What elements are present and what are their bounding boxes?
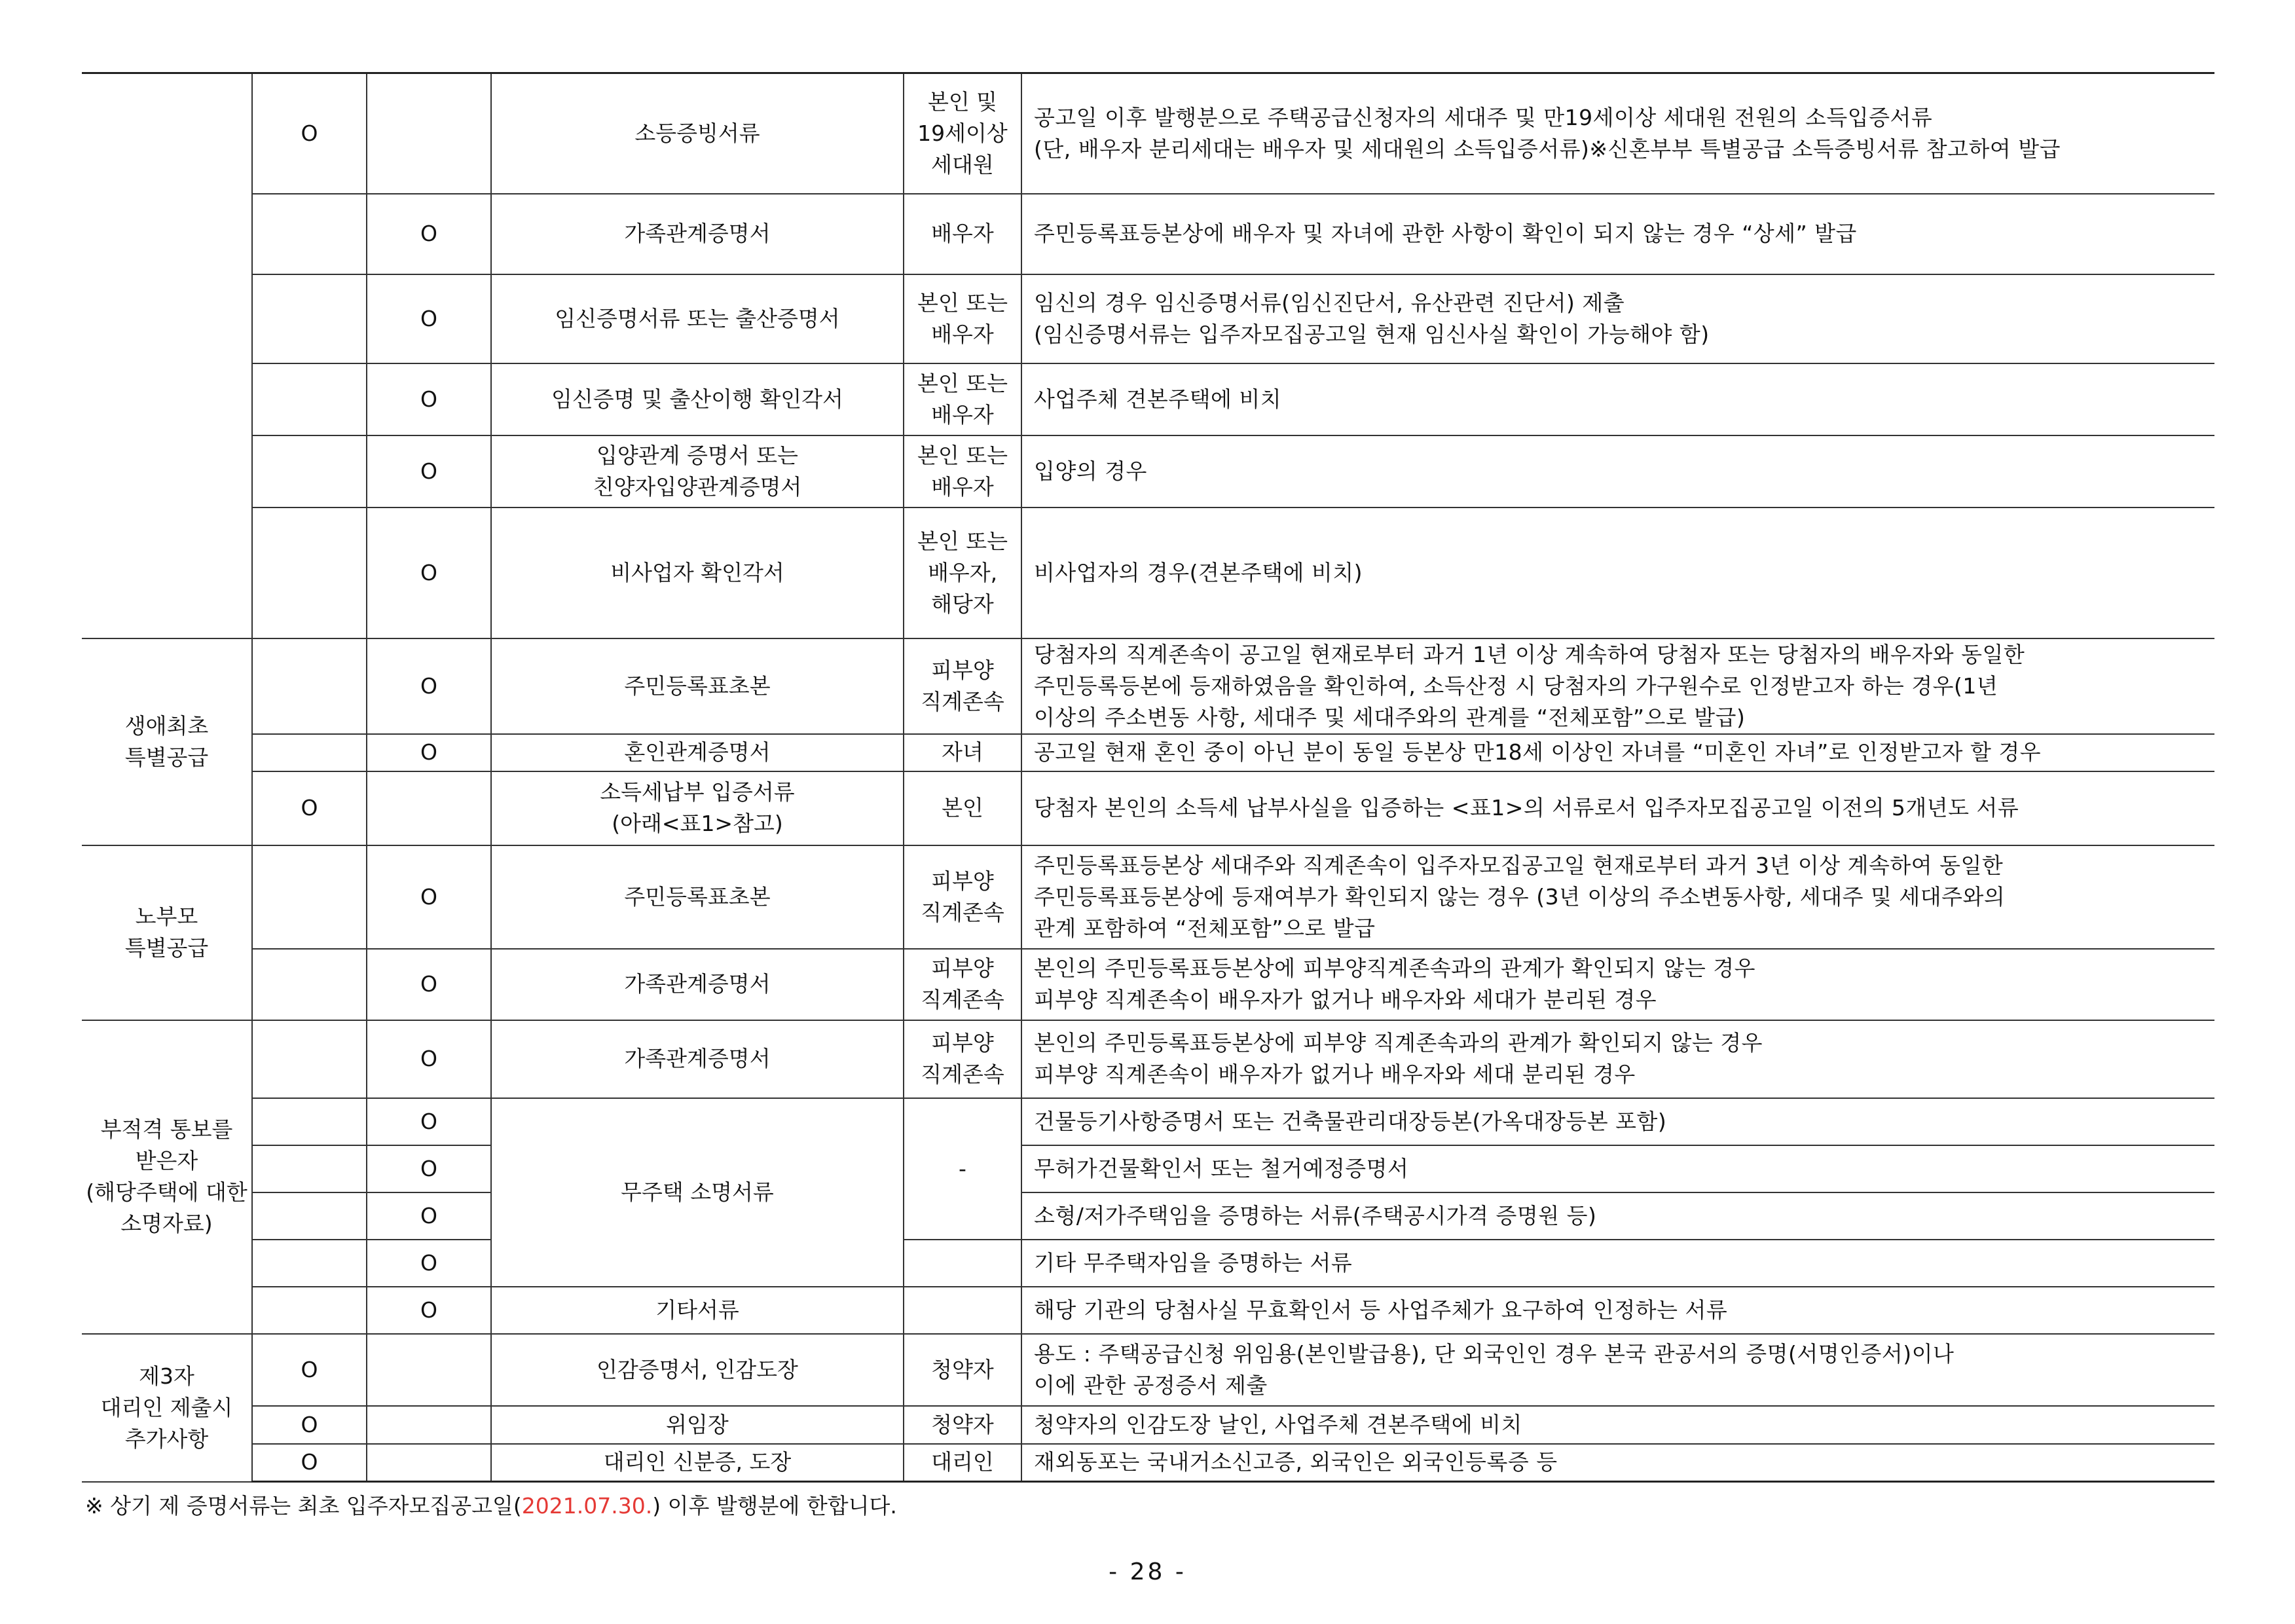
mark-conditional: O <box>367 1020 491 1098</box>
document-description: 본인의 주민등록표등본상에 피부양직계존속과의 관계가 확인되지 않는 경우 피부양 직계존속이 배우자가 없거나 배우자와 세대가 분리된 경우 <box>1021 949 2214 1020</box>
table-row <box>82 1444 2214 1482</box>
mark-conditional: O <box>367 1287 491 1334</box>
page-number: - 28 - <box>1109 1559 1186 1585</box>
category-elderly-parents: 노부모 특별공급 <box>82 845 252 1020</box>
document-name: 기타서류 <box>491 1287 904 1334</box>
mark-required: O <box>252 771 367 845</box>
mark-conditional: O <box>367 507 491 638</box>
mark-required: O <box>252 1334 367 1406</box>
document-name: 비사업자 확인각서 <box>491 507 904 638</box>
target-person: 본인 <box>904 771 1021 845</box>
table-row <box>82 274 2214 363</box>
target-person: 피부양 직계존속 <box>904 845 1021 949</box>
target-person: 자녀 <box>904 734 1021 771</box>
category-first-home: 생애최초 특별공급 <box>82 638 252 845</box>
target-person: 본인 또는 배우자 <box>904 363 1021 435</box>
mark-conditional: O <box>367 1145 491 1192</box>
mark-required <box>252 1145 367 1192</box>
mark-required <box>252 734 367 771</box>
target-person: 대리인 <box>904 1444 1021 1482</box>
mark-required: O <box>252 1406 367 1444</box>
table-row <box>82 771 2214 845</box>
category-third-party: 제3자 대리인 제출시 추가사항 <box>82 1334 252 1482</box>
target-person: - <box>904 1098 1021 1240</box>
document-description: 주민등록표등본상 세대주와 직계존속이 입주자모집공고일 현재로부터 과거 3년 이상 계속하여 동일한 주민등록표등본상에 등재여부가 확인되지 않는 경우 (3년 이상의 주소변동사항, 세대주 및 세대주와의 관계 포함하여 “전체포함”으로 발급 <box>1021 845 2214 949</box>
document-name: 위임장 <box>491 1406 904 1444</box>
table-row <box>82 1334 2214 1406</box>
document-description: 주민등록표등본상에 배우자 및 자녀에 관한 사항이 확인이 되지 않는 경우 “상세” 발급 <box>1021 194 2214 274</box>
target-person <box>904 1240 1021 1287</box>
mark-required <box>252 435 367 507</box>
mark-conditional: O <box>367 734 491 771</box>
document-name: 입양관계 증명서 또는 친양자입양관계증명서 <box>491 435 904 507</box>
document-name: 인감증명서, 인감도장 <box>491 1334 904 1406</box>
target-person: 본인 또는 배우자 <box>904 435 1021 507</box>
document-description: 임신의 경우 임신증명서류(임신진단서, 유산관련 진단서) 제출 (임신증명서류는 입주자모집공고일 현재 임신사실 확인이 가능해야 함) <box>1021 274 2214 363</box>
target-person: 본인 및 19세이상 세대원 <box>904 73 1021 194</box>
mark-conditional <box>367 73 491 194</box>
table-row <box>82 363 2214 435</box>
table-row <box>82 1240 2214 1287</box>
mark-required <box>252 1020 367 1098</box>
document-description: 무허가건물확인서 또는 철거예정증명서 <box>1021 1145 2214 1192</box>
document-description: 소형/저가주택임을 증명하는 서류(주택공시가격 증명원 등) <box>1021 1192 2214 1240</box>
document-description: 공고일 현재 혼인 중이 아닌 분이 동일 등본상 만18세 이상인 자녀를 “미혼인 자녀”로 인정받고자 할 경우 <box>1021 734 2214 771</box>
document-name: 임신증명 및 출산이행 확인각서 <box>491 363 904 435</box>
mark-conditional: O <box>367 274 491 363</box>
document-description: 비사업자의 경우(견본주택에 비치) <box>1021 507 2214 638</box>
document-name: 가족관계증명서 <box>491 949 904 1020</box>
mark-conditional <box>367 1334 491 1406</box>
mark-required: O <box>252 1444 367 1482</box>
document-name: 가족관계증명서 <box>491 194 904 274</box>
mark-required <box>252 1287 367 1334</box>
category-cell-continued <box>82 73 252 638</box>
target-person: 청약자 <box>904 1334 1021 1406</box>
mark-conditional: O <box>367 1192 491 1240</box>
target-person: 배우자 <box>904 194 1021 274</box>
target-person <box>904 1287 1021 1334</box>
category-ineligible: 부적격 통보를 받은자 (해당주택에 대한 소명자료) <box>82 1020 252 1334</box>
document-name: 주민등록표초본 <box>491 845 904 949</box>
document-description: 본인의 주민등록표등본상에 피부양 직계존속과의 관계가 확인되지 않는 경우 피부양 직계존속이 배우자가 없거나 배우자와 세대 분리된 경우 <box>1021 1020 2214 1098</box>
target-person: 본인 또는 배우자 <box>904 274 1021 363</box>
document-description: 당첨자 본인의 소득세 납부사실을 입증하는 <표1>의 서류로서 입주자모집공고일 이전의 5개년도 서류 <box>1021 771 2214 845</box>
document-name: 소등증빙서류 <box>491 73 904 194</box>
required-documents-table <box>82 72 2214 1483</box>
mark-conditional <box>367 771 491 845</box>
document-name: 소득세납부 입증서류 (아래<표1>참고) <box>491 771 904 845</box>
target-person: 청약자 <box>904 1406 1021 1444</box>
target-person: 피부양 직계존속 <box>904 949 1021 1020</box>
mark-required <box>252 274 367 363</box>
mark-required <box>252 1240 367 1287</box>
mark-required <box>252 638 367 734</box>
mark-conditional <box>367 1444 491 1482</box>
documents-table-container <box>82 72 2214 1483</box>
target-person: 피부양 직계존속 <box>904 638 1021 734</box>
table-row <box>82 1098 2214 1145</box>
table-row <box>82 194 2214 274</box>
target-person: 피부양 직계존속 <box>904 1020 1021 1098</box>
mark-required <box>252 507 367 638</box>
mark-required: O <box>252 73 367 194</box>
mark-required <box>252 845 367 949</box>
table-row <box>82 949 2214 1020</box>
mark-required <box>252 1098 367 1145</box>
document-description: 공고일 이후 발행분으로 주택공급신청자의 세대주 및 만19세이상 세대원 전원의 소득입증서류 (단, 배우자 분리세대는 배우자 및 세대원의 소득입증서류)※신혼부부 특별공급 소득증빙서류 참고하여 발급 <box>1021 73 2214 194</box>
table-row <box>82 845 2214 949</box>
mark-conditional: O <box>367 845 491 949</box>
document-description: 사업주체 견본주택에 비치 <box>1021 363 2214 435</box>
table-row <box>82 435 2214 507</box>
table-row <box>82 734 2214 771</box>
mark-conditional: O <box>367 194 491 274</box>
mark-conditional: O <box>367 1098 491 1145</box>
footnote <box>85 1492 897 1521</box>
document-description: 재외동포는 국내거소신고증, 외국인은 외국인등록증 등 <box>1021 1444 2214 1482</box>
table-row <box>82 73 2214 194</box>
mark-conditional: O <box>367 435 491 507</box>
mark-conditional: O <box>367 363 491 435</box>
mark-required <box>252 363 367 435</box>
table-row <box>82 1192 2214 1240</box>
footnote-suffix: ) 이후 발행분에 한합니다. <box>652 1493 897 1519</box>
document-name: 가족관계증명서 <box>491 1020 904 1098</box>
document-description: 건물등기사항증명서 또는 건축물관리대장등본(가옥대장등본 포함) <box>1021 1098 2214 1145</box>
document-name: 대리인 신분증, 도장 <box>491 1444 904 1482</box>
table-row <box>82 638 2214 734</box>
footnote-date: 2021.07.30. <box>521 1493 653 1519</box>
mark-conditional: O <box>367 949 491 1020</box>
target-person: 본인 또는 배우자, 해당자 <box>904 507 1021 638</box>
mark-conditional: O <box>367 1240 491 1287</box>
table-row <box>82 1020 2214 1098</box>
footnote-prefix: ※ 상기 제 증명서류는 최초 입주자모집공고일( <box>85 1493 522 1519</box>
document-description: 용도 : 주택공급신청 위임용(본인발급용), 단 외국인인 경우 본국 관공서의 증명(서명인증서)이나 이에 관한 공정증서 제출 <box>1021 1334 2214 1406</box>
document-name: 무주택 소명서류 <box>491 1098 904 1287</box>
mark-required <box>252 1192 367 1240</box>
document-description: 해당 기관의 당첨사실 무효확인서 등 사업주체가 요구하여 인정하는 서류 <box>1021 1287 2214 1334</box>
mark-conditional: O <box>367 638 491 734</box>
table-row <box>82 1145 2214 1192</box>
document-description: 기타 무주택자임을 증명하는 서류 <box>1021 1240 2214 1287</box>
document-name: 임신증명서류 또는 출산증명서 <box>491 274 904 363</box>
table-row <box>82 1406 2214 1444</box>
document-description: 입양의 경우 <box>1021 435 2214 507</box>
document-description: 청약자의 인감도장 날인, 사업주체 견본주택에 비치 <box>1021 1406 2214 1444</box>
mark-required <box>252 949 367 1020</box>
document-name: 혼인관계증명서 <box>491 734 904 771</box>
mark-required <box>252 194 367 274</box>
table-row <box>82 1287 2214 1334</box>
document-name: 주민등록표초본 <box>491 638 904 734</box>
table-row <box>82 507 2214 638</box>
document-description: 당첨자의 직계존속이 공고일 현재로부터 과거 1년 이상 계속하여 당첨자 또는 당첨자의 배우자와 동일한 주민등록등본에 등재하였음을 확인하여, 소득산정 시 당첨자의 가구원수로 인정받고자 하는 경우(1년 이상의 주소변동 사항, 세대주 및 세대주와의 관계를 “전체포함”으로 발급) <box>1021 638 2214 734</box>
mark-conditional <box>367 1406 491 1444</box>
